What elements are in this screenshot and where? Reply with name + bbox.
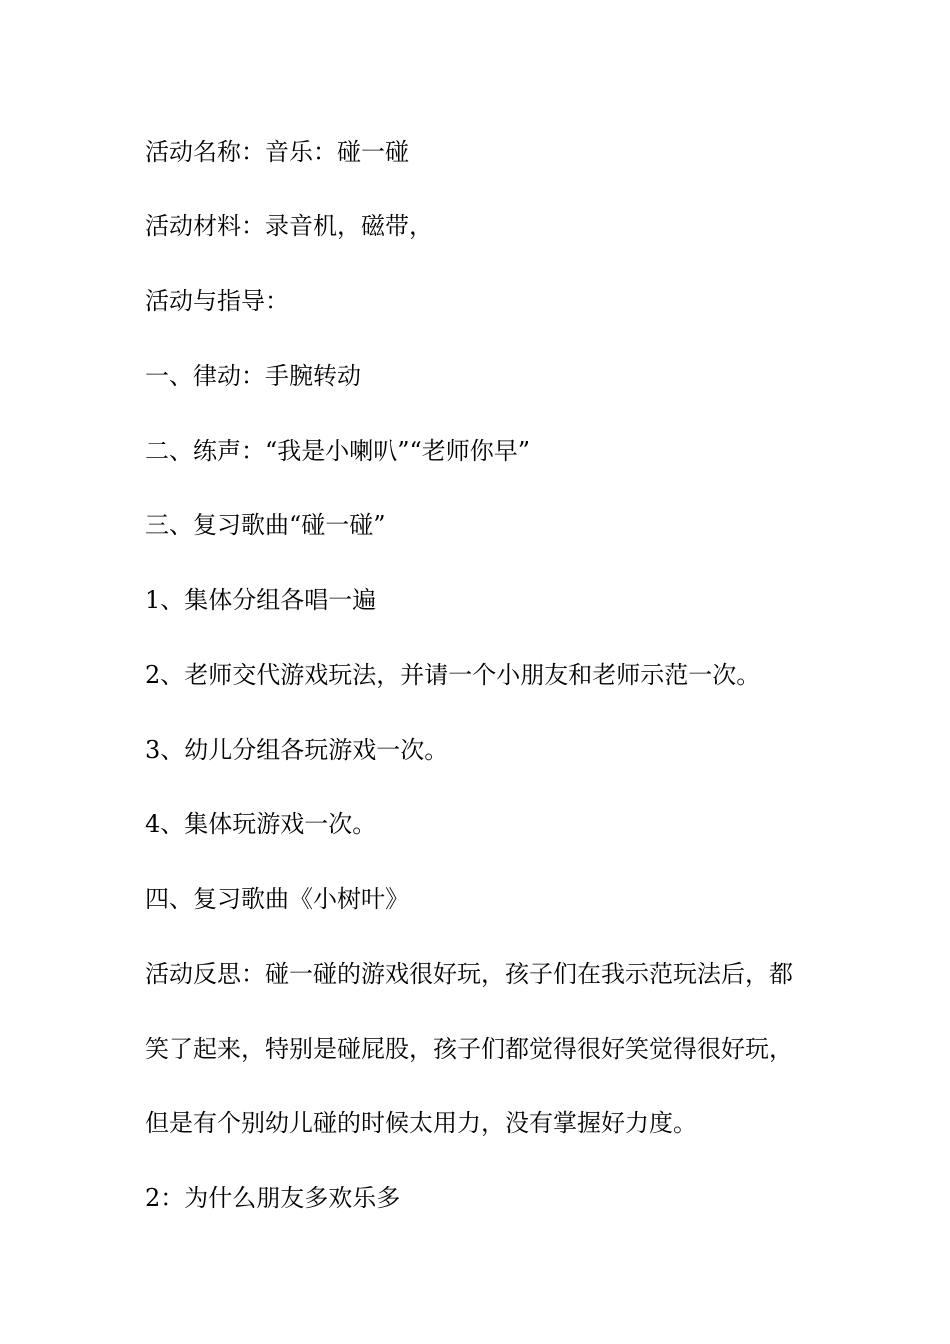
step-three-line: 三、复习歌曲“碰一碰” [145,511,386,539]
step-one-line: 一、律动：手腕转动 [145,362,361,390]
step-four-line: 四、复习歌曲《小树叶》 [145,885,409,913]
step-two-line: 二、练声：“我是小喇叭”“老师你早” [145,437,531,465]
activity-materials-line: 活动材料：录音机，磁带， [145,212,433,240]
reflection-line-3: 但是有个别幼儿碰的时候太用力，没有掌握好力度。 [145,1109,697,1137]
activity-guidance-heading: 活动与指导： [145,287,289,315]
reflection-line-1: 活动反思：碰一碰的游戏很好玩，孩子们在我示范玩法后，都 [145,960,793,988]
activity-name-line: 活动名称：音乐：碰一碰 [145,138,409,166]
reflection-line-2: 笑了起来，特别是碰屁股，孩子们都觉得很好笑觉得很好玩， [145,1035,793,1063]
substep-one-line: 1、集体分组各唱一遍 [145,586,377,614]
substep-three-line: 3、幼儿分组各玩游戏一次。 [145,736,449,764]
next-section-heading: 2：为什么朋友多欢乐多 [145,1184,401,1212]
substep-two-line: 2、老师交代游戏玩法，并请一个小朋友和老师示范一次。 [145,661,761,689]
substep-four-line: 4、集体玩游戏一次。 [145,810,377,838]
